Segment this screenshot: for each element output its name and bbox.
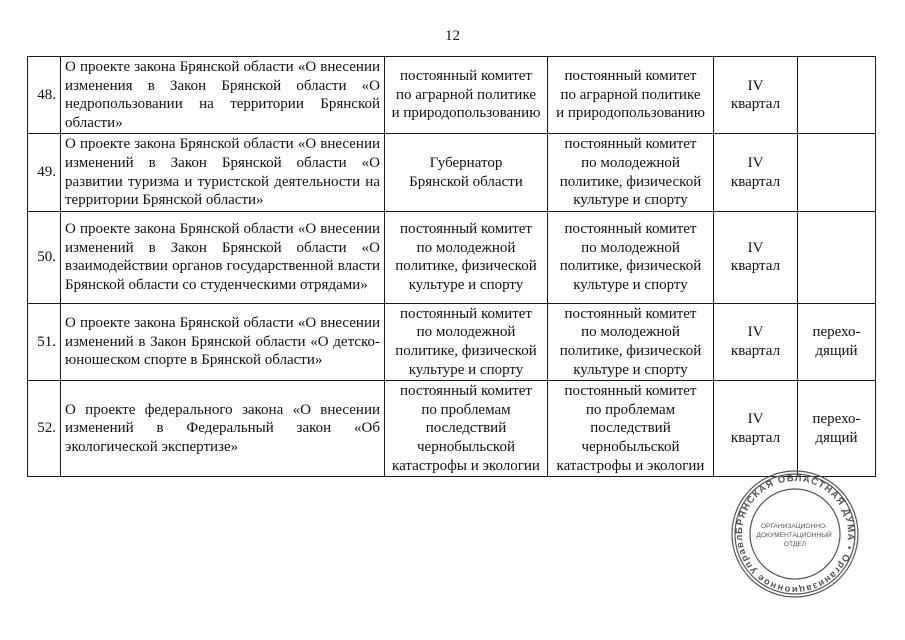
stamp-outer-text: БРЯНСКАЯ ОБЛАСТНАЯ ДУМА • Организационное управл (733, 472, 857, 596)
bill-title: О проекте закона Брянской области «О внесении изменений в Закон Брянской области «О развитии туризма и туристской деятельности на территории Брянской области» (61, 134, 385, 211)
deadline: IV квартал (714, 381, 798, 477)
responsible-executor: постоянный комитет по аграрной политике и природопользованию (385, 57, 548, 134)
responsible-executor: постоянный комитет по молодежной политике, физической культуре и спорту (385, 303, 548, 380)
co-executor: постоянный комитет по аграрной политике и природопользованию (548, 57, 714, 134)
deadline: IV квартал (714, 57, 798, 134)
bill-title: О проекте закона Брянской области «О внесении изменения в Закон Брянской области «О недропользовании на территории Брянской области» (61, 57, 385, 134)
table-row (28, 134, 876, 211)
stamp-inner-text: ОРГАНИЗАЦИОННО- ДОКУМЕНТАЦИОННЫЙ ОТДЕЛ (756, 523, 832, 548)
row-number: 52. (28, 381, 61, 477)
responsible-executor: постоянный комитет по молодежной политике, физической культуре и спорту (385, 211, 548, 303)
deadline: IV квартал (714, 303, 798, 380)
row-number: 49. (28, 134, 61, 211)
responsible-executor: Губернатор Брянской области (385, 134, 548, 211)
stamp-seal-icon (729, 468, 861, 600)
co-executor: постоянный комитет по молодежной политике, физической культуре и спорту (548, 303, 714, 380)
row-number: 51. (28, 303, 61, 380)
note: перехо- дящий (798, 381, 876, 477)
bill-title: О проекте закона Брянской области «О внесении изменений в Закон Брянской области «О детско-юношеском спорте в Брянской области» (61, 303, 385, 380)
note (798, 134, 876, 211)
bill-title: О проекте федерального закона «О внесении изменений в Федеральный закон «Об экологической экспертизе» (61, 381, 385, 477)
co-executor: постоянный комитет по молодежной политике, физической культуре и спорту (548, 134, 714, 211)
row-number: 50. (28, 211, 61, 303)
co-executor: постоянный комитет по проблемам последствий чернобыльской катастрофы и экологии (548, 381, 714, 477)
responsible-executor: постоянный комитет по проблемам последствий чернобыльской катастрофы и экологии (385, 381, 548, 477)
legislative-plan-table (27, 56, 876, 477)
note (798, 211, 876, 303)
row-number: 48. (28, 57, 61, 134)
note: перехо- дящий (798, 303, 876, 380)
page-number: 12 (445, 28, 460, 44)
table-row (28, 211, 876, 303)
table-row (28, 57, 876, 134)
co-executor: постоянный комитет по молодежной политике, физической культуре и спорту (548, 211, 714, 303)
official-stamp (729, 468, 861, 600)
table-row (28, 303, 876, 380)
bill-title: О проекте закона Брянской области «О внесении изменений в Закон Брянской области «О взаимодействии органов государственной власти Брянской области со студенческими отрядами» (61, 211, 385, 303)
deadline: IV квартал (714, 134, 798, 211)
table-row (28, 381, 876, 477)
note (798, 57, 876, 134)
deadline: IV квартал (714, 211, 798, 303)
